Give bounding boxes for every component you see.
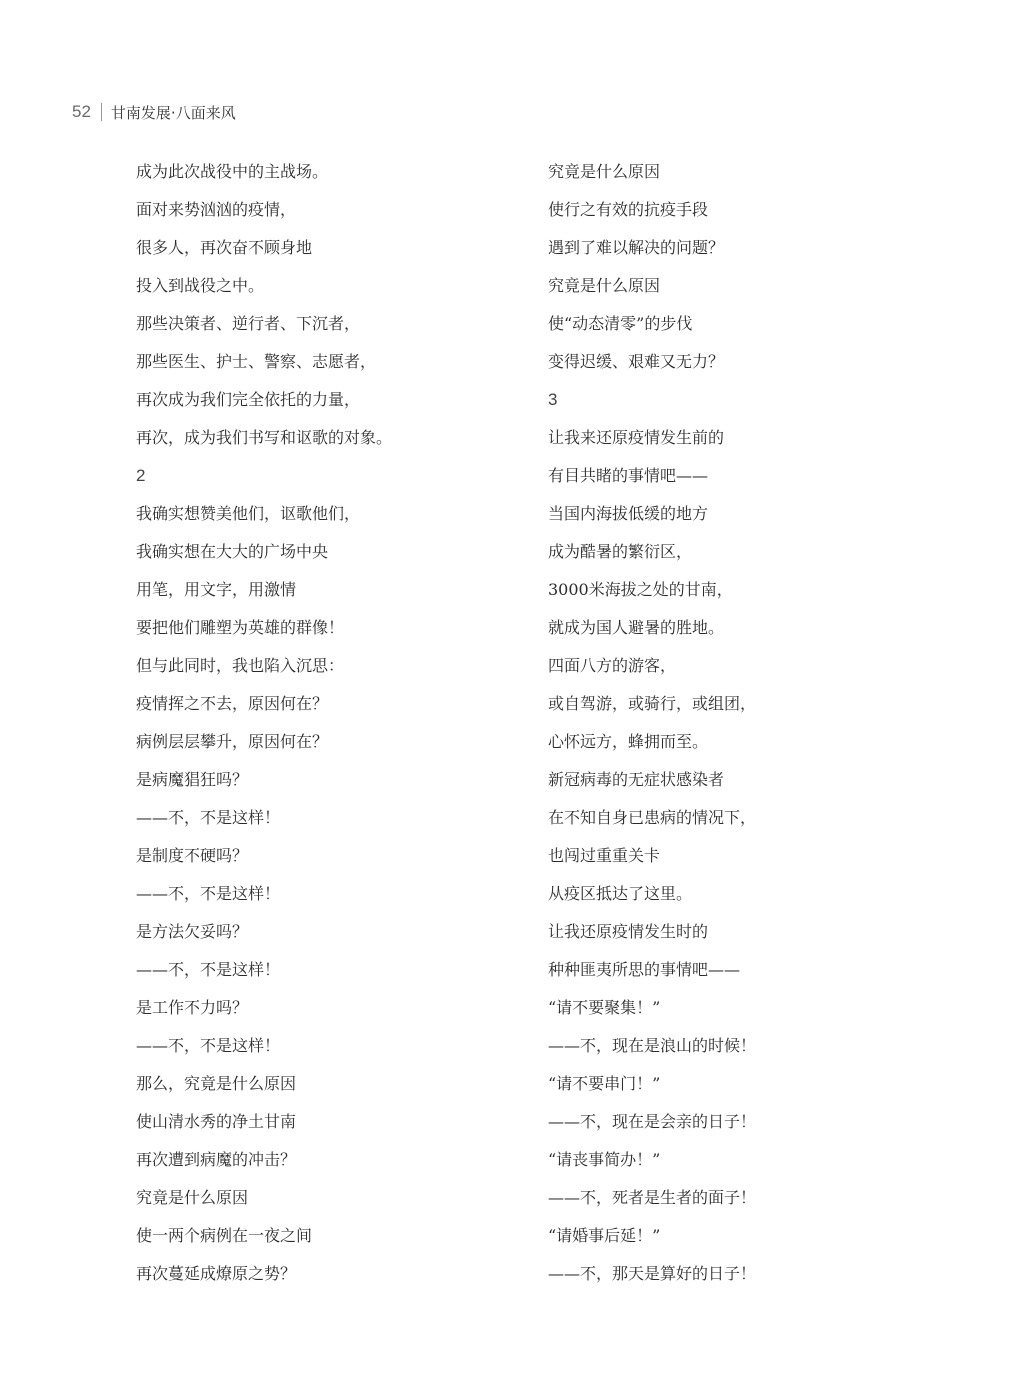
poem-line: 病例层层攀升，原因何在？ [136,732,329,751]
poem-line: ——不，现在是浪山的时候！ [548,1036,757,1055]
poem-right-column [548,153,948,1293]
poem-line: 究竟是什么原因 [136,1188,249,1207]
running-header [72,100,236,124]
poem-line: “请不要串门！” [548,1074,661,1093]
poem-line: 种种匪夷所思的事情吧—— [548,960,741,979]
poem-line: 四面八方的游客， [548,656,677,675]
poem-line: 或自驾游，或骑行，或组团， [548,694,757,713]
poem-line: 是方法欠妥吗？ [136,922,249,941]
poem-line: 成为酷暑的繁衍区， [548,542,693,561]
book-title: 甘南发展·八面来风 [110,103,236,122]
poem-line: 我确实想赞美他们，讴歌他们， [136,504,361,523]
poem-line: 使一两个病例在一夜之间 [136,1226,313,1245]
poem-line: 那些决策者、逆行者、下沉者， [136,314,361,333]
poem-line: 3000米海拔之处的甘南， [548,580,733,599]
poem-line: “请不要聚集！” [548,998,661,1017]
poem-line: 也闯过重重关卡 [548,846,661,865]
poem-line: 那么，究竟是什么原因 [136,1074,297,1093]
section-number: 3 [548,390,558,409]
poem-line: 再次遭到病魔的冲击？ [136,1150,297,1169]
poem-left-column [136,153,516,1293]
poem-line: 用笔，用文字，用激情 [136,580,297,599]
poem-line: 再次成为我们完全依托的力量， [136,390,361,409]
poem-line: 那些医生、护士、警察、志愿者， [136,352,377,371]
poem-line: 使行之有效的抗疫手段 [548,200,709,219]
poem-line: 再次蔓延成燎原之势？ [136,1264,297,1283]
poem-line: 是制度不硬吗？ [136,846,249,865]
poem-line: 让我来还原疫情发生前的 [548,428,725,447]
poem-line: 疫情挥之不去，原因何在？ [136,694,329,713]
section-number: 2 [136,466,146,485]
poem-line: ——不，不是这样！ [136,884,281,903]
poem-line: 让我还原疫情发生时的 [548,922,709,941]
poem-line: 很多人，再次奋不顾身地 [136,238,313,257]
poem-line: 使“动态清零”的步伐 [548,314,693,333]
poem-line: 但与此同时，我也陷入沉思： [136,656,345,675]
poem-line: 是病魔猖狂吗？ [136,770,249,789]
poem-line: 是工作不力吗？ [136,998,249,1017]
poem-line: 我确实想在大大的广场中央 [136,542,329,561]
poem-line: 在不知自身已患病的情况下， [548,808,757,827]
poem-line: 当国内海拔低缓的地方 [548,504,709,523]
poem-line: 新冠病毒的无症状感染者 [548,770,725,789]
poem-line: ——不，那天是算好的日子！ [548,1264,757,1283]
poem-line: ——不，死者是生者的面子！ [548,1188,757,1207]
poem-line: ——不，不是这样！ [136,808,281,827]
poem-line: 面对来势汹汹的疫情， [136,200,297,219]
poem-line: “请婚事后延！” [548,1226,661,1245]
poem-line: 有目共睹的事情吧—— [548,466,709,485]
poem-line: 就成为国人避暑的胜地。 [548,618,725,637]
poem-line: 投入到战役之中。 [136,276,265,295]
header-divider [101,103,102,121]
poem-line: 遇到了难以解决的问题？ [548,238,725,257]
poem-line: 心怀远方，蜂拥而至。 [548,732,709,751]
poem-line: 成为此次战役中的主战场。 [136,162,329,181]
poem-line: 再次，成为我们书写和讴歌的对象。 [136,428,393,447]
poem-line: ——不，现在是会亲的日子！ [548,1112,757,1131]
poem-line: 从疫区抵达了这里。 [548,884,693,903]
poem-line: 究竟是什么原因 [548,276,661,295]
poem-line: 究竟是什么原因 [548,162,661,181]
poem-line: ——不，不是这样！ [136,960,281,979]
poem-line: “请丧事简办！” [548,1150,661,1169]
page-number: 52 [72,102,91,121]
poem-line: 变得迟缓、艰难又无力？ [548,352,725,371]
poem-line: ——不，不是这样！ [136,1036,281,1055]
poem-line: 使山清水秀的净土甘南 [136,1112,297,1131]
poem-line: 要把他们雕塑为英雄的群像！ [136,618,345,637]
